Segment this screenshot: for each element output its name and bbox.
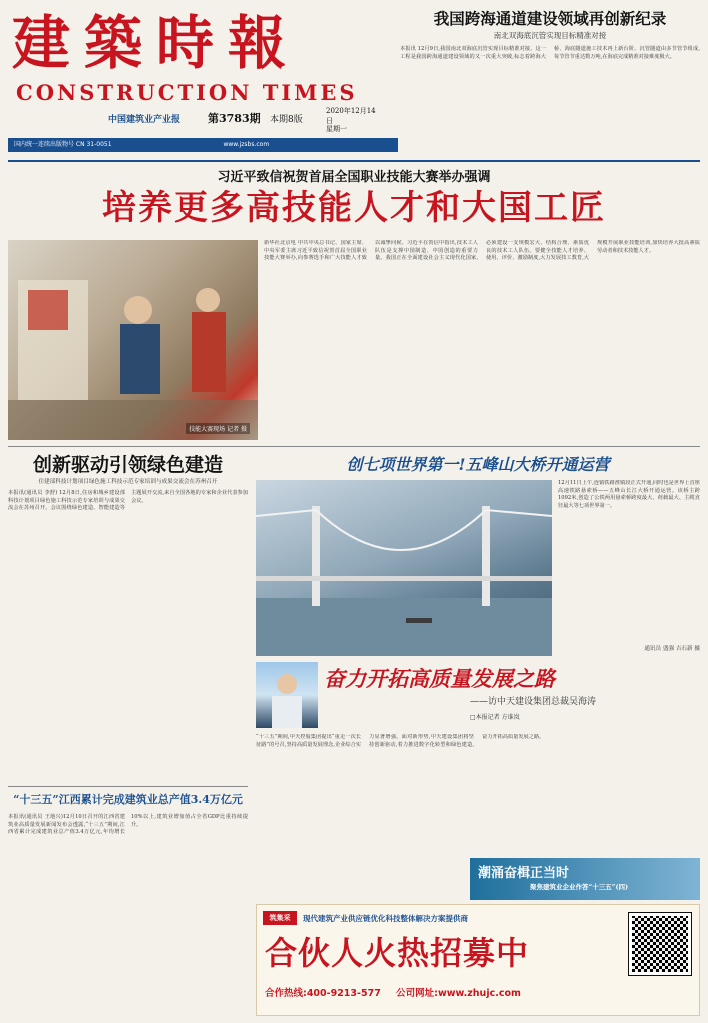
website-link[interactable]: www.jzsbs.com	[223, 141, 270, 148]
ad-contact	[265, 985, 625, 999]
masthead-title-cn: 建築時報	[12, 9, 301, 77]
workers-illustration	[8, 240, 258, 440]
ad-hotline-label: 合作热线:	[265, 988, 307, 999]
series-title: 潮涌奋楫正当时	[478, 866, 570, 881]
ad-slogan: 合伙人火热招募中	[265, 934, 530, 972]
series-subtitle: 聚焦建筑业企业作答“十三五”(四)	[530, 883, 629, 891]
issue-number: 第3783期	[208, 112, 261, 125]
jiangxi-article	[8, 792, 248, 1016]
green-body: 本报讯(通讯员 李舒) 12月8日,住房和城乡建设部科技计划项目绿色施工科技示范专家培训与成果交流会在苏州召开。会议围绕绿色建造、智能建造等主题展开交流,来自全国各地的专家和企业代表参加会议。	[8, 490, 248, 512]
ad-banner[interactable]	[256, 904, 700, 1016]
green-article	[8, 452, 248, 782]
lead-headline: 培养更多高技能人才和大国工匠	[102, 188, 606, 228]
feature-byline: □本报记者 方谁岚	[470, 714, 520, 721]
interview-photo	[256, 662, 318, 728]
bridge-body: 12月11日上午,连镇铁路淮镇段正式开通,同时也是世界上首座高速铁路悬索桥——五峰山长江大桥开通运营。该桥主跨1092米,创造了公铁两用悬索桥跨度最大、荷载最大、主缆直径最大等七项世界第一。	[558, 480, 700, 509]
feature-body: “十三五”期间,中天控股集团提出“重走一次长征路”的号召,坚持高质量发展理念,企业综合实力显著增强。面对新形势,中天建设集团将坚持创新驱动,着力推进数字化转型和绿色建造,奋力开拓高质量发展之路。	[256, 734, 545, 748]
feature-title: 奋力开拓高质量发展之路	[324, 666, 555, 691]
bridge-credit: 通讯员 盛强 吉石新 摄	[644, 646, 700, 652]
lead-kicker: 习近平致信祝贺首届全国职业技能大赛举办强调	[217, 170, 491, 185]
lead-photo	[8, 240, 258, 440]
feature-subtitle: ——访中天建设集团总裁吴海涛	[470, 697, 597, 707]
bridge-headline: 创七项世界第一!五峰山大桥开通运营	[346, 455, 610, 474]
ad-site[interactable]: www.zhujc.com	[437, 988, 521, 999]
jiangxi-body: 本报讯(通讯员 王地兴)12月10日召开的江西省建筑业高质量发展新闻发布会透露,“十三五”期间,江西省累计完成建筑业总产值3.4万亿元,年均增长10%以上,建筑业增加值占全省GDP比重持续提升。	[8, 814, 248, 836]
top-story	[400, 8, 700, 156]
ad-brand-logo	[263, 911, 297, 925]
section-divider-1	[8, 446, 700, 447]
issue-weekday: 星期一	[326, 125, 347, 133]
series-banner	[470, 858, 700, 900]
masthead	[8, 6, 398, 156]
ad-org: 现代建筑产业供应链优化科技整体解决方案提供商	[303, 914, 468, 923]
publisher-label: 中国建筑业产业报	[108, 115, 181, 125]
bridge-illustration	[256, 480, 552, 656]
person-illustration	[256, 662, 318, 728]
masthead-title-en: CONSTRUCTION TIMES	[16, 80, 358, 105]
qr-code-icon[interactable]	[629, 913, 691, 975]
top-story-body: 本报讯 12月9日,我国南北双海底沉管实现目标精准对接。这一工程是我国跨海通道建设领域的又一次重大突破,标志着跨海大桥、海底隧道施工技术再上新台阶。沉管隧道由多节管节组成,每节管节重达数万吨,在海底完成精准对接难度极大。	[400, 46, 700, 60]
section-divider-2	[8, 786, 248, 787]
ad-site-label: 公司网址:	[396, 988, 438, 999]
lead-body: 新华社北京电 中共中央总书记、国家主席、中央军委主席习近平致信祝贺首届全国职业技能大赛举办,向参赛选手和广大技能人才致以诚挚问候。习近平在贺信中指出,技术工人队伍是支撑中国制造、中国创造的重要力量。我国正在全面建设社会主义现代化国家,必须建设一支规模宏大、结构合理、素质优良的技术工人队伍。要健全技能人才培养、使用、评价、激励制度,大力发展技工教育,大规模开展职业技能培训,加快培养大批高素质劳动者和技术技能人才。	[264, 240, 700, 262]
header-divider	[8, 160, 700, 162]
ad-brand: 筑集采	[269, 914, 291, 922]
lead-photo-caption: 技能大赛现场 记者 摄	[186, 423, 250, 434]
issue-date: 2020年12月14日	[326, 107, 376, 125]
ad-hotline[interactable]: 400-9213-577	[306, 988, 381, 999]
green-subtitle: 住建部科技计划项目绿色施工科技示范专家培训与成果交流会在苏州召开	[38, 479, 218, 485]
registration-info: 国内统一连续出版物号 CN 31-0051	[14, 141, 112, 148]
bridge-photo	[256, 480, 552, 656]
top-story-title: 我国跨海通道建设领域再创新纪录	[433, 9, 667, 28]
top-story-subtitle: 南北双海底沉管实现目标精准对接	[493, 31, 607, 40]
info-bar	[8, 138, 398, 152]
green-title: 创新驱动引领绿色建造	[32, 454, 223, 476]
page-count: 本期8版	[270, 115, 303, 125]
jiangxi-title: “十三五”江西累计完成建筑业总产值3.4万亿元	[13, 793, 243, 806]
